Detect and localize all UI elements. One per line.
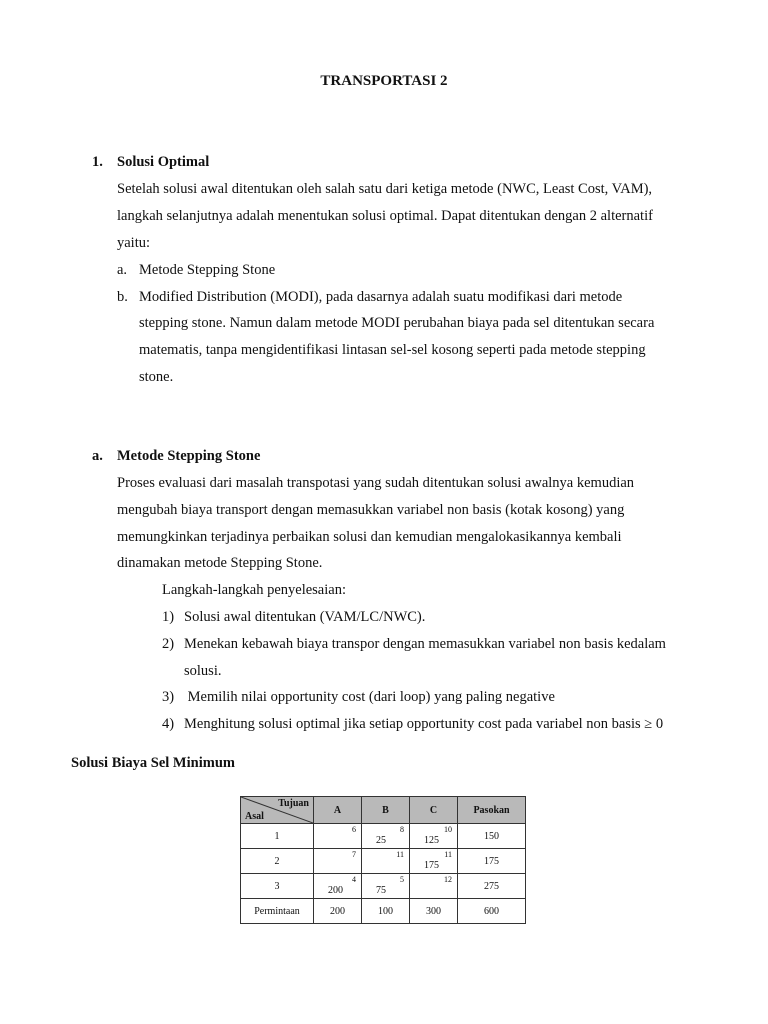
- section-a-marker: a.: [92, 448, 103, 464]
- total-cell: 600: [458, 899, 526, 924]
- step-text: solusi.: [184, 663, 222, 679]
- cell-cost: 11: [396, 850, 404, 859]
- cell-cost: 5: [400, 875, 404, 884]
- column-header: A: [314, 797, 362, 824]
- demand-cell: 200: [314, 899, 362, 924]
- alternative-b-line: Modified Distribution (MODI), pada dasarnya adalah suatu modifikasi dari metode: [139, 289, 623, 305]
- cell-allocation: 25: [376, 835, 386, 846]
- step-number: 3): [162, 689, 175, 705]
- table-cell: [314, 824, 362, 849]
- table-corner-header: [241, 797, 314, 824]
- cell-cost: 6: [352, 825, 356, 834]
- alternative-b-line: stepping stone. Namun dalam metode MODI perubahan biaya pada sel ditentukan secara: [139, 315, 655, 331]
- section-1-number: 1.: [92, 154, 103, 170]
- document-title: TRANSPORTASI 2: [320, 73, 448, 89]
- supply-cell: 175: [458, 849, 526, 874]
- section-a-para-line: memungkinkan terjadinya perbaikan solusi dan kemudian mengalokasikannya kembali: [117, 529, 622, 545]
- table-cell: [314, 849, 362, 874]
- section-1-heading: Solusi Optimal: [117, 154, 210, 170]
- cell-cost: 10: [444, 825, 452, 834]
- cell-allocation: 125: [424, 835, 439, 846]
- table-cell: [362, 874, 410, 899]
- cell-allocation: 200: [328, 885, 343, 896]
- row-label: 1: [241, 824, 314, 849]
- transportation-table: [240, 796, 526, 924]
- table-row: [241, 849, 526, 874]
- header-asal: Asal: [245, 811, 264, 822]
- table-row: [241, 874, 526, 899]
- step-text: Memilih nilai opportunity cost (dari loop) yang paling negative: [184, 689, 555, 705]
- row-label: 3: [241, 874, 314, 899]
- step-number: 2): [162, 636, 175, 652]
- step-text: Menghitung solusi optimal jika setiap opportunity cost pada variabel non basis ≥ 0: [184, 716, 664, 732]
- row-label: 2: [241, 849, 314, 874]
- step-text: Menekan kebawah biaya transpor dengan memasukkan variabel non basis kedalam: [184, 636, 666, 652]
- section-a-para-line: dinamakan metode Stepping Stone.: [117, 555, 323, 571]
- header-tujuan: Tujuan: [278, 798, 309, 809]
- cell-allocation: 75: [376, 885, 386, 896]
- demand-row: [241, 899, 526, 924]
- column-header: B: [362, 797, 410, 824]
- section-a-heading: Metode Stepping Stone: [117, 448, 261, 464]
- table-cell: [362, 849, 410, 874]
- steps-intro: Langkah-langkah penyelesaian:: [162, 582, 346, 598]
- supply-cell: 275: [458, 874, 526, 899]
- section-a-para-line: Proses evaluasi dari masalah transpotasi yang sudah ditentukan solusi awalnya kemudian: [117, 475, 635, 491]
- alternative-a-marker: a.: [117, 262, 128, 278]
- section-1-para-line: langkah selanjutnya adalah menentukan solusi optimal. Dapat ditentukan dengan 2 alternatif: [117, 208, 653, 224]
- supply-header: Pasokan: [458, 797, 526, 824]
- step-number: 1): [162, 609, 175, 625]
- section-1-para-line: Setelah solusi awal ditentukan oleh salah satu dari ketiga metode (NWC, Least Cost, VAM),: [117, 181, 653, 197]
- column-header: C: [410, 797, 458, 824]
- demand-cell: 100: [362, 899, 410, 924]
- alternative-b-marker: b.: [117, 289, 128, 305]
- cell-cost: 12: [444, 875, 452, 884]
- cell-allocation: 175: [424, 860, 439, 871]
- cell-cost: 4: [352, 875, 356, 884]
- alternative-a-text: Metode Stepping Stone: [139, 262, 276, 278]
- supply-cell: 150: [458, 824, 526, 849]
- table-heading: Solusi Biaya Sel Minimum: [71, 755, 235, 771]
- cell-cost: 8: [400, 825, 404, 834]
- alternative-b-line: stone.: [139, 369, 174, 385]
- step-text: Solusi awal ditentukan (VAM/LC/NWC).: [184, 609, 426, 625]
- table-row: [241, 824, 526, 849]
- section-a-para-line: mengubah biaya transport dengan memasukkan variabel non basis (kotak kosong) yang: [117, 502, 625, 518]
- cell-cost: 7: [352, 850, 356, 859]
- cell-cost: 11: [444, 850, 452, 859]
- demand-cell: 300: [410, 899, 458, 924]
- table-cell: [410, 874, 458, 899]
- section-1-para-line: yaitu:: [117, 235, 151, 251]
- table-cell: [410, 849, 458, 874]
- table-cell: [314, 874, 362, 899]
- step-number: 4): [162, 716, 175, 732]
- alternative-b-line: matematis, tanpa mengidentifikasi lintasan sel-sel kosong seperti pada metode stepping: [139, 342, 646, 358]
- table-cell: [362, 824, 410, 849]
- demand-label: Permintaan: [241, 899, 314, 924]
- table-cell: [410, 824, 458, 849]
